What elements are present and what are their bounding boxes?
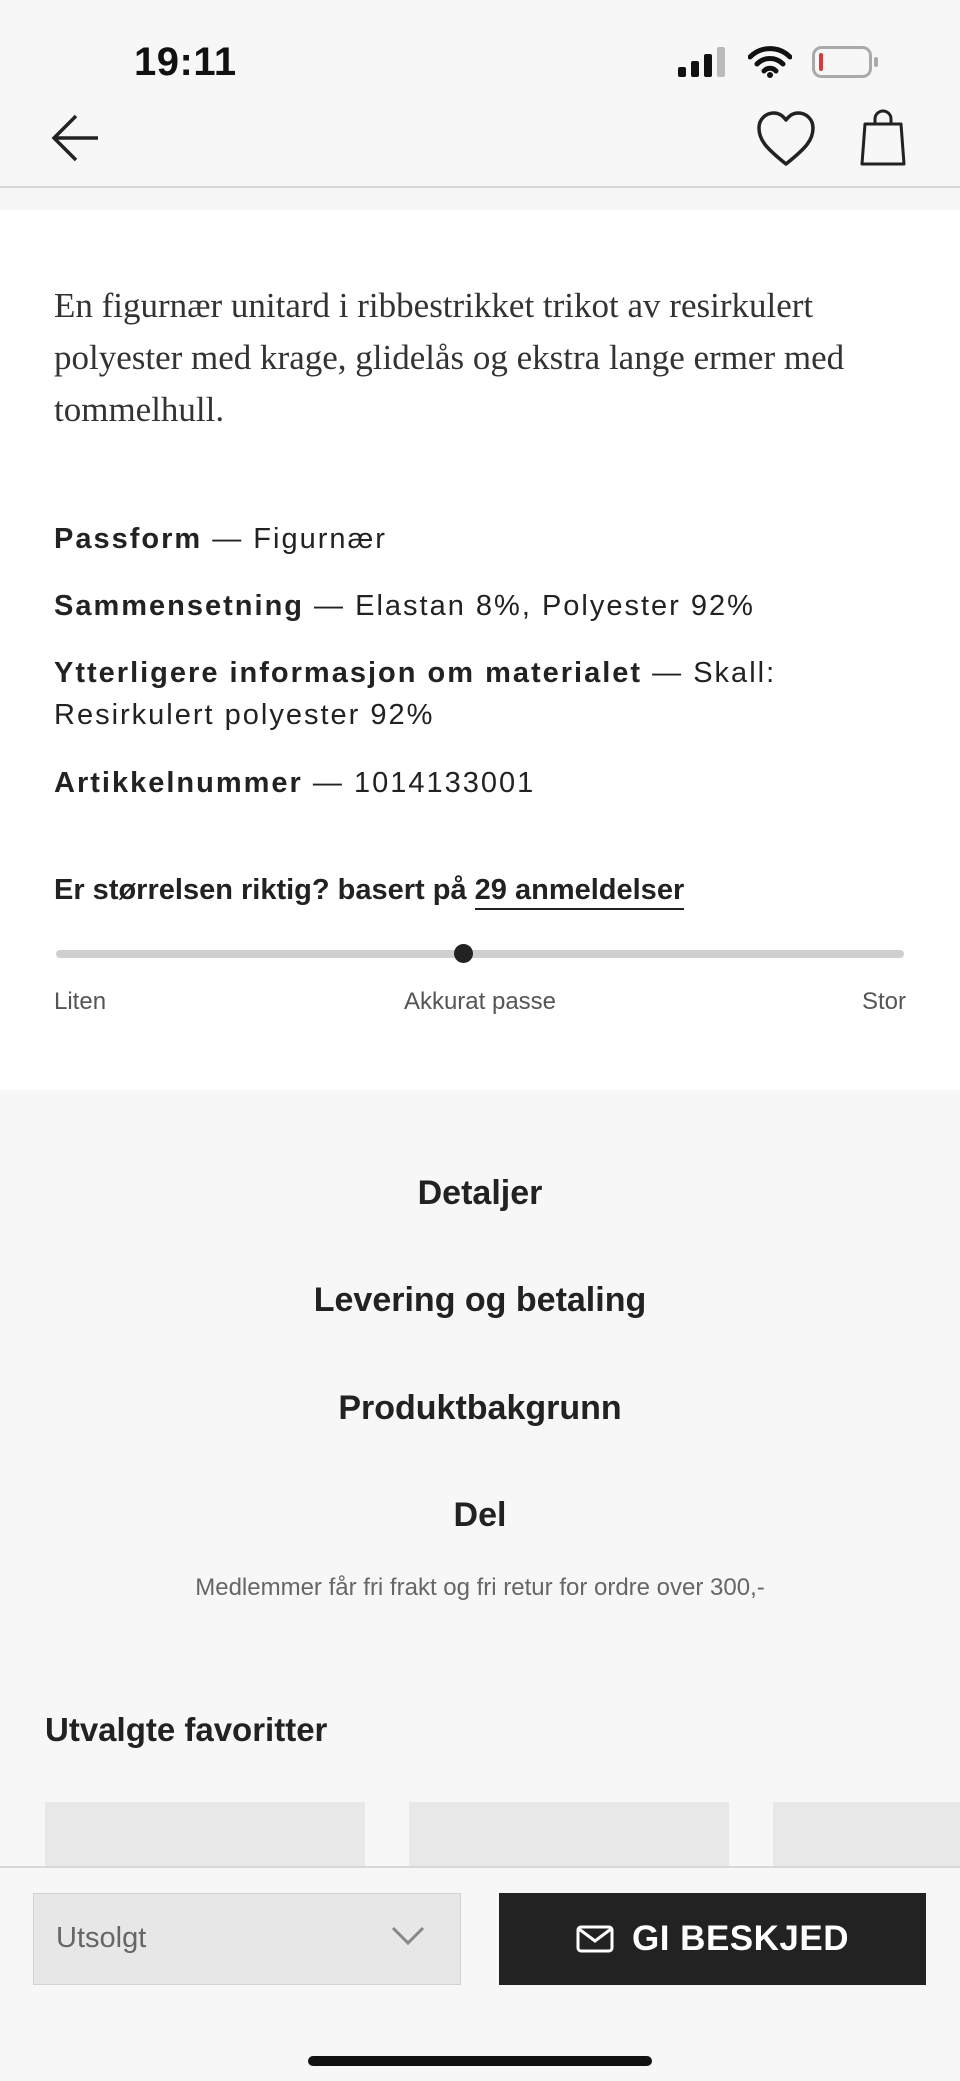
envelope-icon xyxy=(576,1925,614,1953)
spec-value: Figurnær xyxy=(253,523,387,555)
spec-label: Artikkelnummer xyxy=(54,767,303,799)
spec-value: Skall: Resirkulert polyester 92% xyxy=(54,657,777,731)
spec-fit xyxy=(54,518,914,560)
status-icons xyxy=(678,46,878,78)
chevron-down-icon xyxy=(390,1924,426,1948)
cellular-signal-icon xyxy=(678,47,728,77)
spec-value: Elastan 8%, Polyester 92% xyxy=(355,590,755,622)
battery-icon xyxy=(812,46,878,78)
top-nav xyxy=(0,100,960,188)
spec-separator: — xyxy=(304,590,356,622)
spec-material-info xyxy=(54,652,914,736)
favorite-product-card[interactable] xyxy=(409,1802,729,1866)
status-time: 19:11 xyxy=(134,40,237,84)
notify-me-label: GI BESKJED xyxy=(632,1919,849,1958)
size-fit-title xyxy=(54,874,684,907)
shopping-bag-icon[interactable] xyxy=(860,108,906,166)
spec-separator: — xyxy=(202,523,254,555)
member-shipping-note: Medlemmer får fri frakt og fri retur for ordre over 300,- xyxy=(195,1574,765,1601)
spec-value: 1014133001 xyxy=(353,767,536,799)
spec-label: Sammensetning xyxy=(54,590,304,622)
favorite-product-card[interactable] xyxy=(45,1802,365,1866)
spec-separator: — xyxy=(642,657,694,689)
heart-icon[interactable] xyxy=(756,110,816,168)
spec-composition xyxy=(54,585,914,627)
accordion-share[interactable]: Del xyxy=(453,1496,507,1534)
accordion-delivery-payment[interactable]: Levering og betaling xyxy=(313,1281,647,1319)
fit-label-true-to-size: Akkurat passe xyxy=(403,988,557,1015)
fit-slider-track xyxy=(56,950,904,958)
wifi-icon xyxy=(748,46,792,78)
spec-label: Passform xyxy=(54,523,203,555)
spec-article-number xyxy=(54,762,914,804)
size-select[interactable] xyxy=(33,1893,461,1985)
fit-slider-marker xyxy=(454,944,473,963)
home-indicator xyxy=(308,2056,652,2066)
favorites-title: Utvalgte favoritter xyxy=(45,1711,328,1748)
reviews-link[interactable]: 29 anmeldelser xyxy=(475,874,685,910)
product-info-panel xyxy=(0,210,960,1090)
accordion-details[interactable]: Detaljer xyxy=(417,1174,543,1212)
fit-label-large: Stor xyxy=(861,988,906,1015)
status-bar xyxy=(0,0,960,100)
arrow-left-icon[interactable] xyxy=(50,112,102,164)
size-select-value: Utsolgt xyxy=(56,1922,147,1954)
bottom-action-bar xyxy=(0,1866,960,2081)
spec-label: Ytterligere informasjon om materialet xyxy=(54,657,643,689)
spec-separator: — xyxy=(302,767,354,799)
size-fit-question: Er størrelsen riktig? basert på xyxy=(54,874,467,906)
notify-me-button[interactable] xyxy=(499,1893,926,1985)
fit-label-small: Liten xyxy=(54,988,107,1015)
favorite-product-card[interactable] xyxy=(773,1802,960,1866)
product-description: En figurnær unitard i ribbestrikket trikot av resirkulert polyester med krage, glidelås og ekstra lange ermer med tommelhull. xyxy=(54,286,845,429)
accordion-product-background[interactable]: Produktbakgrunn xyxy=(338,1389,622,1427)
